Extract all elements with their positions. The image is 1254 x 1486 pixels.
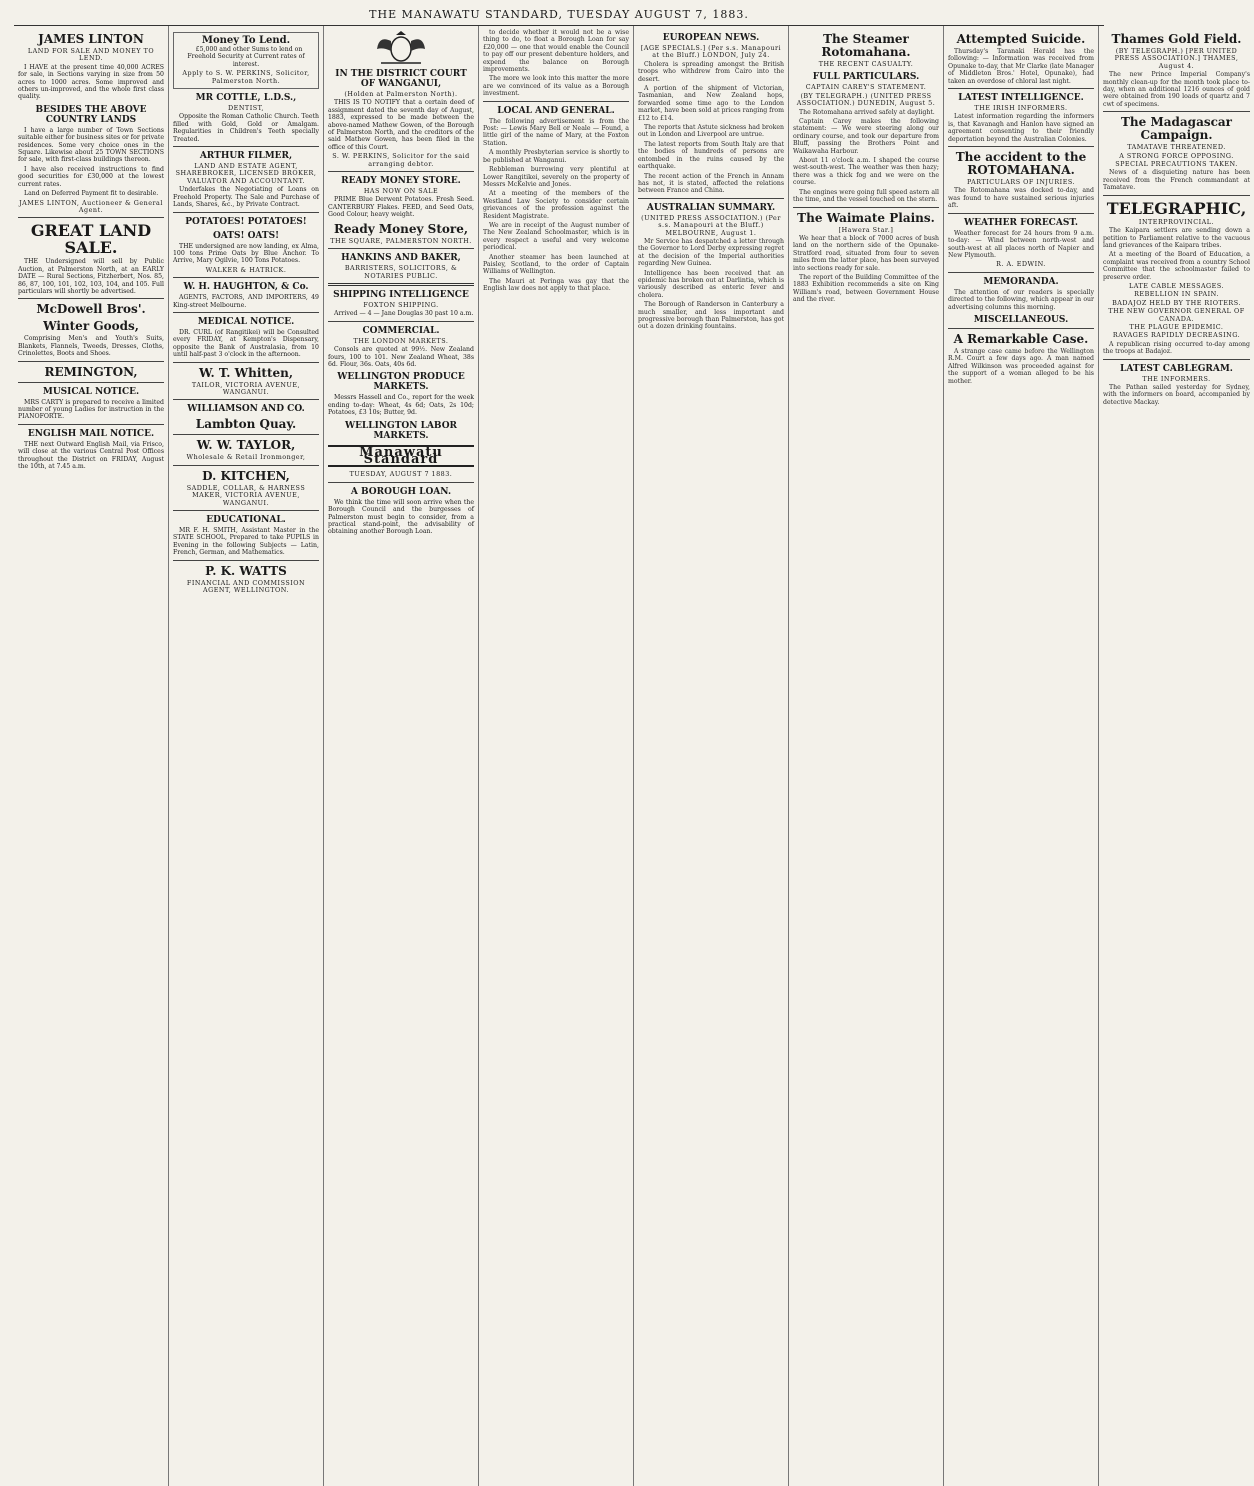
heading: MUSICAL NOTICE. — [42, 386, 140, 397]
paragraph: The Pathan sailed yesterday for Sydney, with the informers on board, accompanied by detective Mackay. — [1103, 384, 1250, 406]
paragraph: A strange case came before the Wellington R.M. Court a few days ago. A man named Alfred Wilkinson was proceeded against for the support of a woman alleged to be his mother. — [948, 347, 1094, 385]
paragraph: I have also received instructions to find good securities for £30,000 at the lowest current rates. — [18, 165, 164, 188]
subheading: INTERPROVINCIAL. — [1138, 217, 1215, 226]
paragraph: Consols are quoted at 99½. New Zealand fours, 100 to 101. New Zealand Wheat, 38s 6d. Flour, 36s. Oats, 40s 6d. — [328, 346, 474, 368]
heading: EUROPEAN NEWS. — [662, 33, 760, 43]
paragraph: THE Undersigned will sell by Public Auction, at Palmerston North, at an EARLY DATE — Rural Sections, Fitzherbert, Nos. 85, 86, 87, 100, 101, 102, 103, 104, and 105. Full particulars will shortly be advertised. — [18, 258, 164, 295]
heading: COMMERCIAL. — [362, 325, 440, 336]
paragraph: Thursday's Taranaki Herald has the following: — Information was received from Opunake to-day, that Mr Clarke (late Manager of Middleton Bros.' Hotel, Opunake), had taken an overdose of chloral last night. — [948, 48, 1094, 85]
paragraph: THE undersigned are now landing, ex Alma, 100 tons Prime Oats by Blue Anchor. To Arrive, Mary Ogilvie, 100 Tons Potatoes. — [173, 242, 319, 265]
paragraph: Rebbleman burrowing very plentiful at Lower Rangitikei, severely on the property of Messrs McKelvie and Jones. — [483, 166, 629, 188]
heading: AUSTRALIAN SUMMARY. — [646, 202, 776, 213]
subheading: THE LONDON MARKETS. — [353, 336, 449, 345]
paragraph: Arrived — 4 — Jane Douglas 30 past 10 a.m. — [334, 310, 474, 318]
paragraph: AGENTS, FACTORS, AND IMPORTERS, 49 King-street Melbourne. — [173, 294, 319, 309]
paragraph: Comprising Men's and Youth's Suits, Blankets, Flannels, Tweeds, Dresses, Cloths, Crinolettes, Boots and Shoes. — [18, 335, 164, 358]
heading: WELLINGTON LABOR MARKETS. — [344, 420, 458, 441]
heading: WELLINGTON PRODUCE MARKETS. — [337, 372, 465, 393]
newspaper-banner: Manawatu Standard — [328, 445, 474, 468]
heading: W. T. Whitten, — [198, 365, 294, 380]
paragraph: We think the time will soon arrive when the Borough Council and the burgesses of Palmerston must begin to consider, from a practical stand-point, the advisability of obtaining another Borough Loan. — [328, 498, 474, 536]
subheading: SADDLE, COLLAR, & HARNESS MAKER, VICTORIA AVENUE, WANGANUI. — [186, 483, 306, 507]
subheading: BADAJOZ HELD BY THE RIOTERS. — [1112, 298, 1241, 307]
paragraph: A republican rising occurred to-day among the troops at Badajoz. — [1103, 340, 1250, 356]
paragraph: The Kaipara settlers are sending down a petition to Parliament relative to the vacuous land grievances of the Kaipara tribes. — [1103, 227, 1250, 249]
paragraph: I HAVE at the present time 40,000 ACRES for sale, in Sections varying in size from 50 acres to 1000 acres. Some improved and others un-improved, and the whole first class quality. — [18, 63, 164, 101]
subheading: THE IRISH INFORMERS. — [974, 104, 1068, 113]
subheading: LAND FOR SALE AND MONEY TO LEND. — [27, 47, 155, 63]
paragraph: We hear that a block of 7000 acres of bush land on the northern side of the Opunake-Stratford road, situated from four to seven miles from the latter place, has been surveyed into sections ready for sale. — [793, 234, 939, 272]
heading: ENGLISH MAIL NOTICE. — [27, 428, 155, 439]
paragraph: The reports that Astute sickness had broken out in London and Liverpool are untrue. — [638, 124, 784, 139]
subheading: THE SQUARE, PALMERSTON NORTH. — [330, 236, 472, 245]
heading: MR COTTLE, L.D.S., — [195, 93, 297, 104]
heading: WILLIAMSON AND CO. — [187, 404, 305, 415]
heading: MEMORANDA. — [983, 276, 1059, 287]
paragraph: Land on Deferred Payment fit to desirable. — [24, 190, 159, 198]
paragraph: Mr Service has despatched a letter through the Governor to Lord Derby expressing regret at the decision of the Imperial authorities regarding New Guinea. — [638, 237, 784, 268]
heading: GREAT LAND SALE. — [30, 221, 152, 258]
heading: Ready Money Store, — [333, 221, 469, 236]
paragraph: The Rotomahana was docked to-day, and was found to have sustained serious injuries aft. — [948, 187, 1094, 210]
subheading: PARTICULARS OF INJURIES. — [966, 178, 1076, 187]
heading: LOCAL AND GENERAL. — [497, 105, 615, 116]
heading: SHIPPING INTELLIGENCE — [333, 289, 469, 300]
subheading: TAILOR, VICTORIA AVENUE, WANGANUI. — [191, 380, 301, 396]
signature: R. A. EDWIN. — [996, 260, 1046, 269]
paragraph: The engines were going full speed astern all the time, and the vessel touched on the stern. — [793, 188, 939, 204]
paragraph: The report of the Building Committee of the 1883 Exhibition recommends a site on King William's road, between Government House and the river. — [793, 273, 939, 304]
heading: W. W. TAYLOR, — [196, 438, 296, 453]
heading: TELEGRAPHIC, — [1106, 198, 1247, 218]
paragraph: I have a large number of Town Sections suitable either for business sites or for private residences. Some very choice ones in the Square. Likewise about 25 TOWN SECTIONS for sale, with first-class buildings thereon. — [18, 126, 164, 164]
signature: WALKER & HATRICK. — [205, 265, 287, 274]
paragraph: THIS IS TO NOTIFY that a certain deed of assignment dated the seventh day of August, 1883, expressed to be made between the above-named Mathew Gowen, of the Borough of Palmerston North, and the creditors of the said Mathew Gowen, has been filed in the office of this Court. — [328, 99, 474, 151]
column-6 — [789, 26, 944, 1486]
subheading: SPECIAL PRECAUTIONS TAKEN. — [1115, 160, 1238, 169]
paragraph: Another steamer has been launched at Paisley, Scotland, to the order of Captain Williams of Wellington. — [483, 253, 629, 276]
heading: Lambton Quay. — [195, 417, 297, 432]
paragraph: About 11 o'clock a.m. I shaped the course west-south-west. The weather was then hazy; there was a thick fog and we were on the course. — [793, 157, 939, 187]
heading: REMINGTON, — [44, 364, 138, 379]
paragraph: News of a disquieting nature has been received from the French commandant at Tamatave. — [1103, 169, 1250, 192]
paragraph: The following advertisement is from the Post: — Lewis Mary Bell or Neale — Found, a little girl of the name of Mary, at the Foxton Station. — [483, 117, 629, 147]
paragraph: A portion of the shipment of Victorian, Tasmanian, and New Zealand hops, forwarded some time ago to the London market, have been sold at prices ranging from £12 to £14. — [638, 85, 784, 122]
paragraph: Weather forecast for 24 hours from 9 a.m. to-day: — Wind between north-west and south-west at all places north of Napier and New Plymouth. — [948, 229, 1094, 259]
paragraph: The new Prince Imperial Company's monthly clean-up for the month took place to-day, when an additional 1216 ounces of gold were obtained from 190 loads of quartz and 7 cwt of specimens. — [1103, 71, 1250, 108]
subheading: (BY TELEGRAPH.) [PER UNITED PRESS ASSOCIATION.] THAMES, August 4. — [1114, 47, 1239, 70]
column-8 — [1099, 26, 1254, 1486]
paragraph: The more we look into this matter the more are we convinced of its value as a Borough investment. — [483, 75, 629, 98]
heading: HANKINS AND BAKER, — [341, 253, 461, 264]
subheading: TAMATAVE THREATENED. — [1127, 143, 1226, 152]
subheading: LATE CABLE MESSAGES. — [1128, 281, 1225, 290]
heading: MEDICAL NOTICE. — [197, 316, 295, 327]
subheading: Wholesale & Retail Ironmonger, — [186, 453, 306, 462]
subheading: BARRISTERS, SOLICITORS, & NOTARIES PUBLIC. — [344, 264, 458, 280]
paragraph: A monthly Presbyterian service is shortly to be published at Wanganui. — [483, 149, 629, 164]
heading: D. KITCHEN, — [202, 468, 290, 483]
heading: MISCELLANEOUS. — [973, 314, 1069, 325]
subheading: THE INFORMERS. — [1142, 374, 1211, 383]
heading: FULL PARTICULARS. — [812, 72, 920, 83]
heading: ARTHUR FILMER, — [199, 151, 293, 162]
subheading: (Holden at Palmerston North). — [344, 90, 458, 98]
paragraph: The Mauri at Peringa was gay that the English law does not apply to that place. — [483, 277, 629, 293]
heading: A Remarkable Case. — [953, 331, 1089, 346]
subheading: THE NEW GOVERNOR GENERAL OF CANADA. — [1108, 307, 1245, 323]
paragraph: Underfakes the Negotiating of Loans on Freehold Property. The Sale and Purchase of Lands, Shares, &c., by Private Contract. — [173, 186, 319, 209]
columns — [14, 26, 1250, 1486]
heading: McDowell Bros'. — [36, 302, 146, 317]
paragraph: The latest reports from South Italy are that the bodies of hundreds of persons are entombed in the ruins caused by the earthquake. — [638, 140, 784, 171]
paragraph: We are in receipt of the August number of The New Zealand Schoolmaster, which is in every respect a useful and very welcome periodical. — [483, 221, 629, 252]
paragraph: At a meeting of the Board of Education, a complaint was received from a country School Committee that the schoolmaster failed to preserve order. — [1103, 251, 1250, 281]
heading: The Madagascar Campaign. — [1120, 115, 1233, 143]
heading: P. K. WATTS — [205, 563, 287, 578]
heading: The accident to the ROTOMAHANA. — [955, 150, 1087, 178]
heading: BESIDES THE ABOVE COUNTRY LANDS — [35, 104, 147, 125]
paragraph: MRS CARTY is prepared to receive a limited number of young Ladies for instruction in the PIANOFORTE. — [18, 398, 164, 421]
column-2 — [169, 26, 324, 1486]
heading: LATEST INTELLIGENCE. — [958, 93, 1084, 104]
subheading: [Hawera Star.] — [838, 225, 894, 234]
heading: LATEST CABLEGRAM. — [1120, 363, 1233, 374]
paragraph: PRIME Blue Derwent Potatoes. Fresh Seed. CANTERBURY Flakes. FEED, and Seed Oats, Good Colour, heavy weight. — [328, 196, 474, 219]
subheading: FOXTON SHIPPING. — [363, 300, 439, 309]
subheading: REBELLION IN SPAIN. — [1134, 290, 1219, 299]
issue-date: TUESDAY, AUGUST 7 1883. — [349, 470, 453, 479]
heading: READY MONEY STORE. — [341, 176, 461, 187]
subheading: (UNITED PRESS ASSOCIATION.) (Per s.s. Manapouri at the Bluff.) MELBOURNE, August 1. — [641, 213, 781, 237]
paragraph: Messrs Hassell and Co., report for the week ending to-day: Wheat, 4s 6d; Oats, 2s 10d; Potatoes, £3 10s; Butter, 9d. — [328, 394, 474, 417]
paragraph: to decide whether it would not be a wise thing to do, to float a Borough Loan for say £20,000 — one that would enable the Council to pay off our present debenture holders, and expend the balance on Borough improvements. — [483, 29, 629, 74]
column-7 — [944, 26, 1099, 1486]
heading: Money To Lend. — [201, 35, 291, 46]
subheading: DENTIST, — [228, 104, 264, 113]
paragraph: Cholera is spreading amongst the British troops who withdrew from Cairo into the desert. — [638, 60, 784, 83]
subheading: [AGE SPECIALS.] (Per s.s. Manapouri at the Bluff.) LONDON, July 24. — [640, 44, 782, 60]
heading: OATS! OATS! — [212, 230, 280, 241]
heading: The Waimate Plains. — [797, 210, 935, 225]
heading: POTATOES! POTATOES! — [185, 216, 307, 227]
paragraph: The recent action of the French in Annam has not, it is stated, affected the relations between France and China. — [638, 172, 784, 195]
heading: EDUCATIONAL. — [206, 515, 286, 525]
advert — [173, 32, 319, 89]
signature: Apply to S. W. PERKINS, Solicitor, Palmerston North. — [182, 69, 310, 85]
signature: S. W. PERKINS, Solicitor for the said arranging debtor. — [332, 152, 470, 168]
heading: W. H. HAUGHTON, & Co. — [183, 282, 309, 293]
masthead: THE MANAWATU STANDARD, TUESDAY AUGUST 7, 1883. — [14, 6, 1104, 26]
subheading: FINANCIAL AND COMMISSION AGENT, WELLINGTON. — [186, 578, 306, 595]
subheading: CAPTAIN CAREY'S STATEMENT. — [805, 83, 927, 92]
subheading: LAND AND ESTATE AGENT, SHAREBROKER, LICENSED BROKER, VALUATOR AND ACCOUNTANT. — [175, 162, 317, 185]
subheading: THE RECENT CASUALTY. — [818, 60, 914, 68]
subheading: THE PLAGUE EPIDEMIC. — [1129, 322, 1224, 331]
subheading: RAVAGES RAPIDLY DECREASING. — [1112, 331, 1241, 340]
paragraph: THE next Outward English Mail, via Frisco, will close at the various Central Post Offices throughout the District on FRIDAY, August the 10th, at 7.45 a.m. — [18, 440, 164, 470]
paragraph: Captain Carey makes the following statement: — We were steering along our ordinary course, and took our departure from Bluff, passing the Brothers Point and Waikawaha Harbour. — [793, 118, 939, 155]
paragraph: Opposite the Roman Catholic Church. Teeth filled with Gold, Gold or Amalgam. Regularities in Children's Teeth specially Treated. — [173, 113, 319, 143]
heading: The Steamer Rotomahana. — [821, 32, 911, 59]
heading: Attempted Suicide. — [956, 32, 1086, 46]
signature: JAMES LINTON, Auctioneer & General Agent. — [19, 198, 163, 214]
subheading: A STRONG FORCE OPPOSING. — [1119, 151, 1234, 160]
royal-crest-icon — [371, 31, 431, 65]
heading: JAMES LINTON — [38, 32, 144, 46]
heading: Thames Gold Field. — [1111, 32, 1242, 46]
heading: A BOROUGH LOAN. — [350, 486, 452, 497]
heading: IN THE DISTRICT COURT OF WANGANUI, — [335, 69, 467, 89]
column-3 — [324, 26, 479, 1486]
paragraph: Intelligence has been received that an epidemic has broken out at Darlintia, which is variously described as enteric fever and cholera. — [638, 269, 784, 299]
paragraph: DR. CURL (of Rangitikei) will be Consulted every FRIDAY, at Kempton's Dispensary, opposite the Bank of Australasia, from 10 until half-past 3 o'clock in the afternoon. — [173, 328, 319, 359]
column-1 — [14, 26, 169, 1486]
column-5 — [634, 26, 789, 1486]
paragraph: The Borough of Randerson in Canterbury a much smaller, and less important and progressive borough than Palmerston, has got out a dozen drinking fountains. — [638, 301, 784, 331]
paragraph: At a meeting of the members of the Westland Law Society to consider certain grievances of the profession against the Resident Magistrate. — [483, 190, 629, 220]
paragraph: Latest information regarding the informers is, that Kavanagh and Hanlon have signed an agreement consenting to their friendly deportation beyond the Australian Colonies. — [948, 113, 1094, 143]
subheading: HAS NOW ON SALE — [363, 187, 439, 196]
heading: Winter Goods, — [43, 319, 139, 334]
paragraph: The Rotomahana arrived safely at daylight. — [799, 108, 935, 116]
heading: WEATHER FORECAST. — [963, 217, 1079, 228]
paragraph: The attention of our readers is specially directed to the following, which appear in our advertising columns this morning. — [948, 288, 1094, 311]
column-4 — [479, 26, 634, 1486]
paragraph: MR F. H. SMITH, Assistant Master in the STATE SCHOOL, Prepared to take PUPILS in Evening in the following Subjects — Latin, French, German, and Mathematics. — [173, 527, 319, 557]
paragraph: £5,000 and other Sums to lend on Freehold Security at Current rates of interest. — [187, 46, 305, 68]
subheading: (BY TELEGRAPH.) (UNITED PRESS ASSOCIATION.) DUNEDIN, August 5. — [796, 91, 936, 108]
